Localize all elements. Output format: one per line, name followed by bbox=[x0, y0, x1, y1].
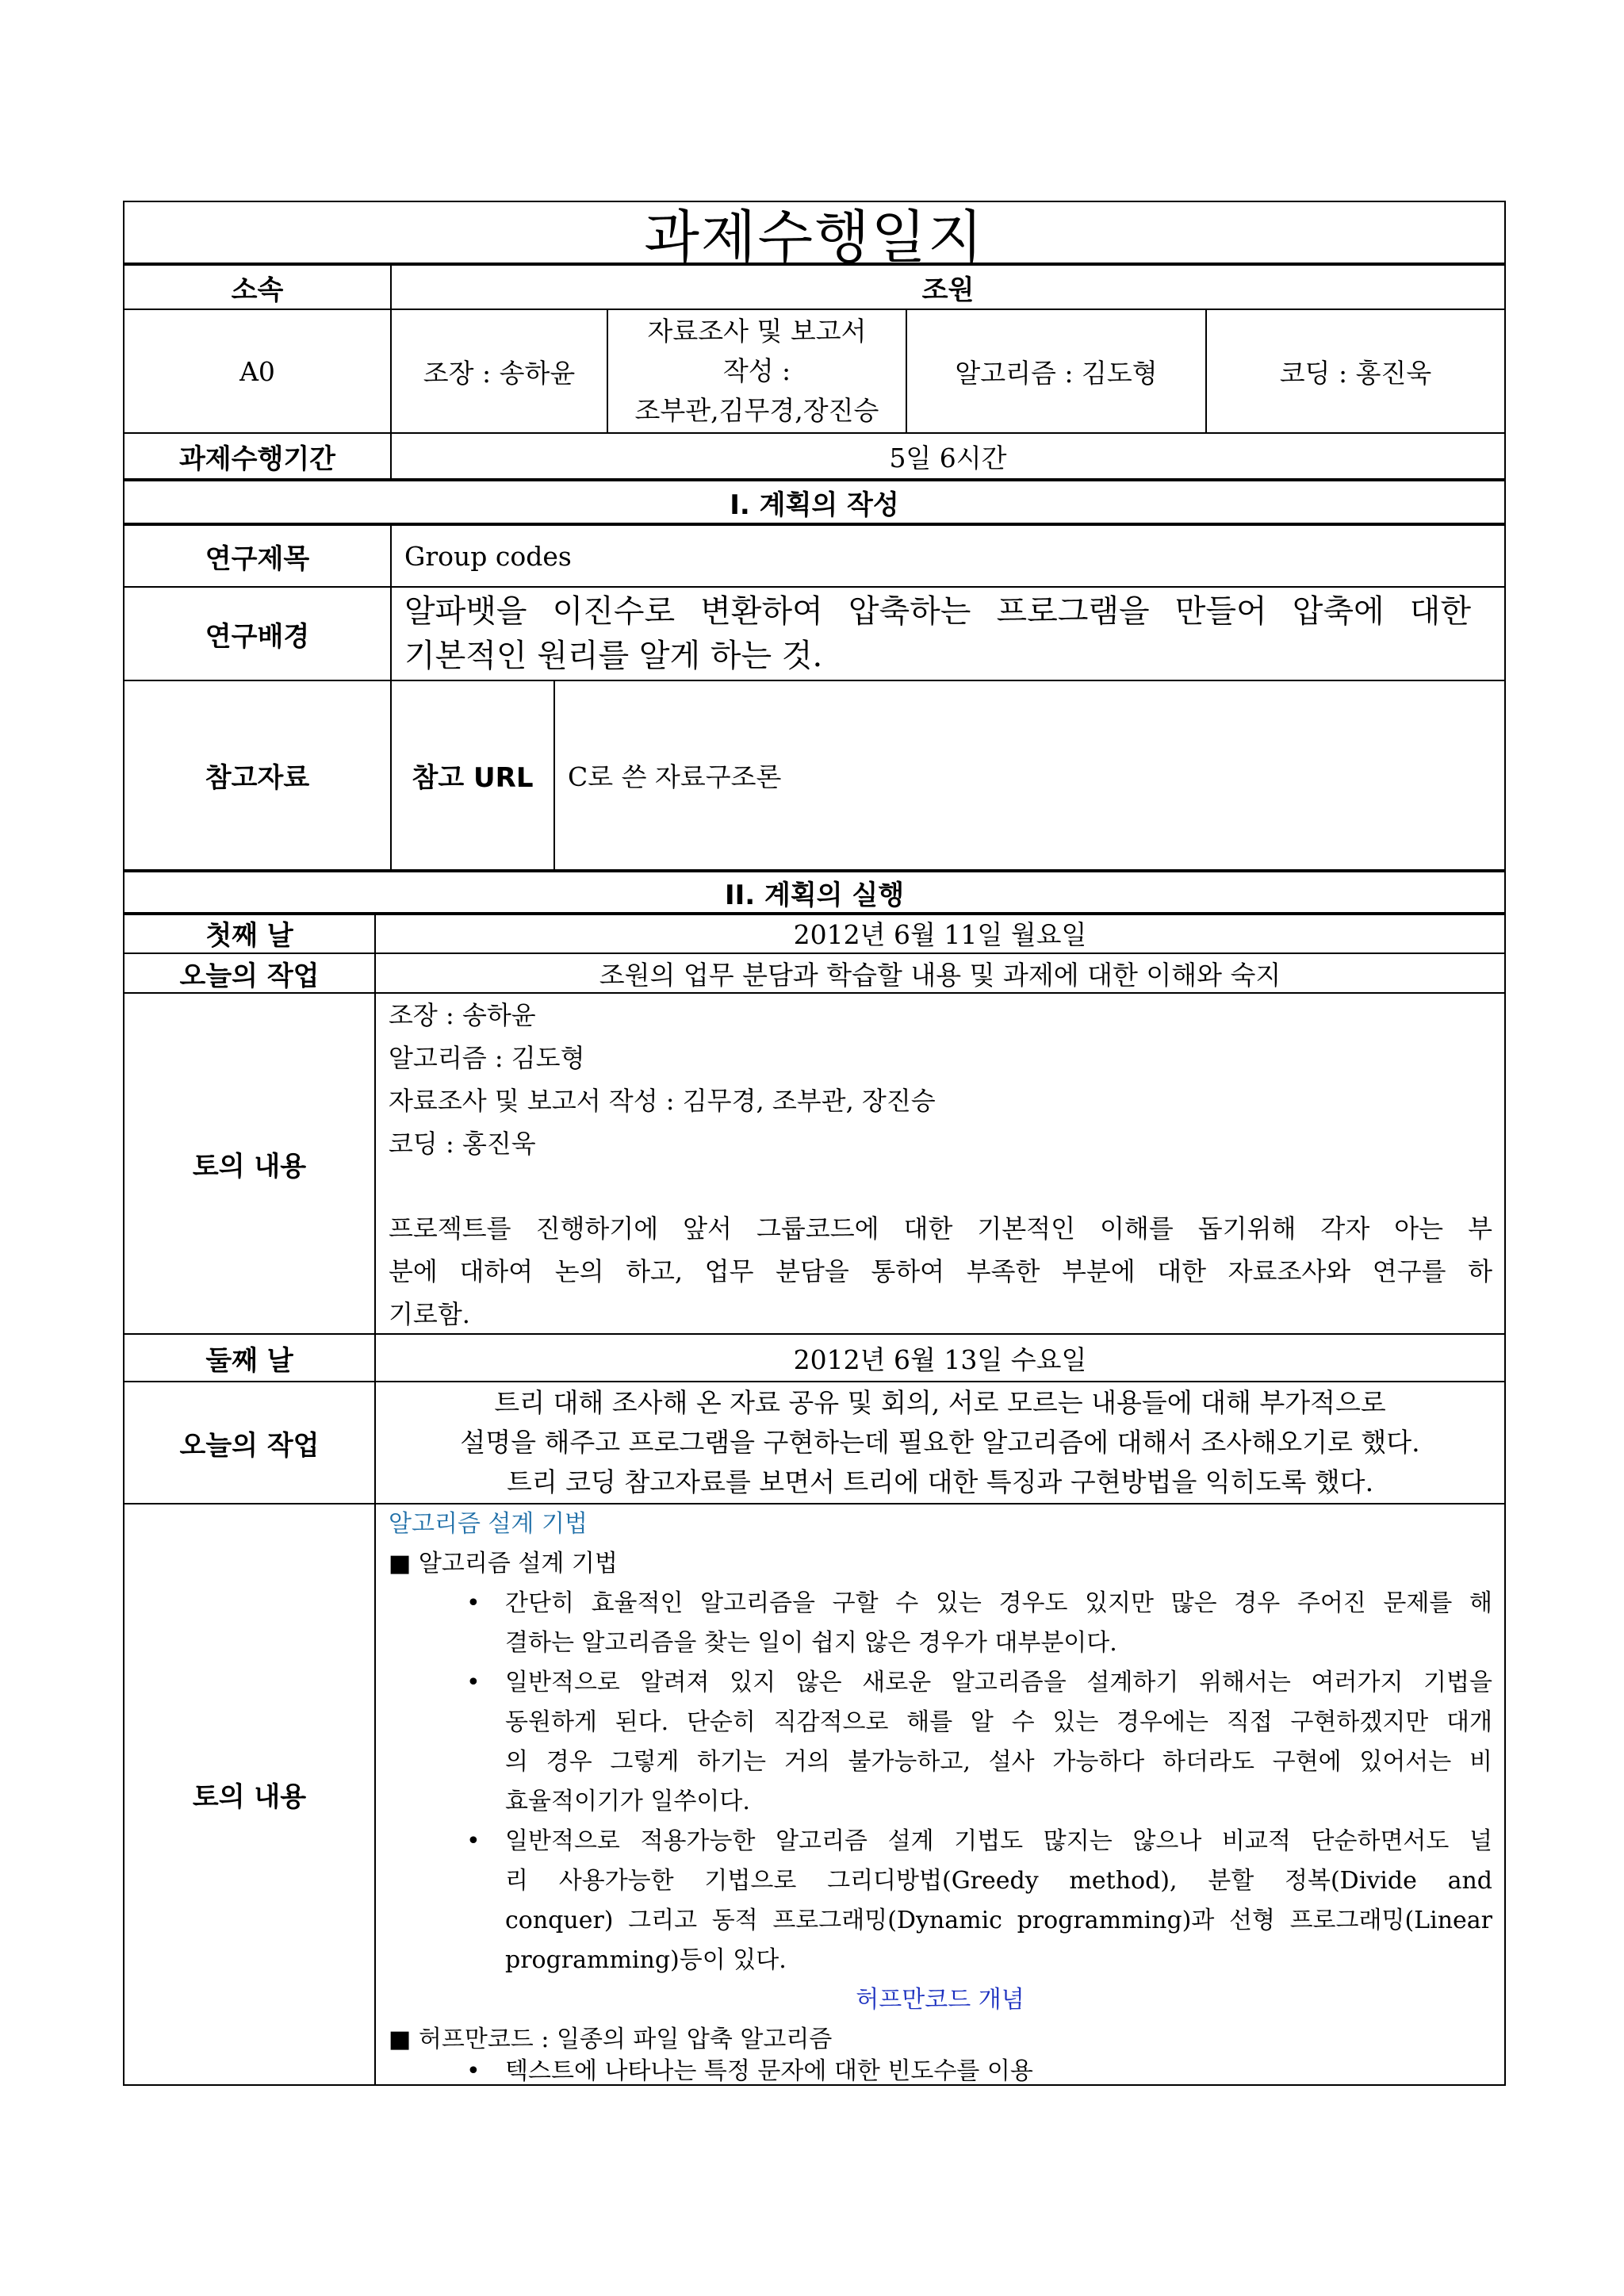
research-role-line: 작성 : bbox=[722, 355, 791, 386]
bullet-line: 일반적으로 적용가능한 알고리즘 설계 기법도 많지는 않으나 비교적 단순하면서도 널 bbox=[505, 1827, 1492, 1855]
algorithm-design-heading: 알고리즘 설계 기법 bbox=[389, 1510, 588, 1538]
bullet-line: 효율적이기가 일쑤이다. bbox=[505, 1788, 750, 1815]
day2-work-line: 트리 대해 조사해 온 자료 공유 및 회의, 서로 모르는 내용들에 대해 부가적으로 bbox=[494, 1387, 1386, 1418]
bullet-line: conquer) 그리고 동적 프로그래밍(Dynamic programming)과 선형 프로그래밍(Linear bbox=[505, 1907, 1492, 1934]
day2-label: 둘째 날 bbox=[205, 1344, 293, 1377]
affiliation-value: A0 bbox=[239, 355, 275, 387]
day1-paragraph-line: 분에 대하여 논의 하고, 업무 분담을 통하여 부족한 부분에 대한 자료조사와 연구를 하 bbox=[389, 1256, 1492, 1286]
day2-discussion-label: 토의 내용 bbox=[192, 1781, 307, 1813]
huffman-subheading: ■ 허프만코드 : 일종의 파일 압축 알고리즘 bbox=[389, 2026, 833, 2053]
leader-role: 조장 : 송하윤 bbox=[423, 357, 576, 389]
execution-section-title: II. 계획의 실행 bbox=[724, 879, 905, 911]
day1-discussion-line: 알고리즘 : 김도형 bbox=[389, 1043, 585, 1073]
day2-work bbox=[376, 1382, 1504, 1503]
topic-value: Group codes bbox=[404, 540, 572, 572]
bullet-icon: • bbox=[466, 1589, 481, 1617]
day1-work: 조원의 업무 분담과 학습할 내용 및 과제에 대한 이해와 숙지 bbox=[599, 959, 1281, 991]
bullet-line: 리 사용가능한 기법으로 그리디방법(Greedy method), 분할 정복(Divide and bbox=[505, 1867, 1492, 1895]
bullet-line: programming)등이 있다. bbox=[505, 1946, 787, 1974]
bullet-icon: • bbox=[466, 1827, 481, 1855]
members-label: 조원 bbox=[921, 274, 975, 306]
affiliation-label: 소속 bbox=[231, 274, 284, 306]
reference-url-label: 참고 URL bbox=[412, 762, 534, 794]
bullet-line: 의 경우 그렇게 하기는 거의 불가능하고, 설사 가능하다 하더라도 구현에 있어서는 비 bbox=[505, 1748, 1492, 1776]
page-title: 과제수행일지 bbox=[644, 204, 985, 270]
day1-discussion-line: 조장 : 송하윤 bbox=[389, 1000, 536, 1030]
huffman-heading: 허프만코드 개념 bbox=[856, 1986, 1025, 2014]
research-role-line: 자료조사 및 보고서 bbox=[647, 316, 867, 347]
bullet-icon: • bbox=[466, 1669, 481, 1696]
day1-paragraph-line: 기로함. bbox=[389, 1299, 470, 1329]
bullet-line: 텍스트에 나타나는 특정 문자에 대한 빈도수를 이용 bbox=[505, 2057, 1033, 2085]
topic-label: 연구제목 bbox=[205, 542, 310, 575]
day1-label: 첫째 날 bbox=[205, 920, 293, 952]
day2-work-label: 오늘의 작업 bbox=[179, 1429, 320, 1462]
algorithm-role: 알고리즘 : 김도형 bbox=[955, 357, 1158, 389]
algorithm-design-subheading: ■ 알고리즘 설계 기법 bbox=[389, 1550, 618, 1577]
coding-role: 코딩 : 홍진욱 bbox=[1279, 357, 1432, 389]
day1-discussion-line: 코딩 : 홍진욱 bbox=[389, 1129, 536, 1159]
day1-paragraph-line: 프로젝트를 진행하기에 앞서 그룹코드에 대한 기본적인 이해를 돕기위해 각자 아는 부 bbox=[389, 1213, 1492, 1244]
bullet-line: 동원하게 된다. 단순히 직감적으로 해를 알 수 있는 경우에는 직접 구현하겠지만 대개 bbox=[505, 1708, 1492, 1736]
research-role bbox=[608, 310, 906, 432]
bullet-line: 일반적으로 알려져 있지 않은 새로운 알고리즘을 설계하기 위해서는 여러가지 기법을 bbox=[505, 1669, 1492, 1696]
plan-section-title: I. 계획의 작성 bbox=[730, 489, 899, 521]
background-line: 기본적인 원리를 알게 하는 것. bbox=[404, 638, 823, 674]
day1-work-label: 오늘의 작업 bbox=[179, 960, 320, 992]
day2-work-line: 설명을 해주고 프로그램을 구현하는데 필요한 알고리즘에 대해서 조사해오기로 했다. bbox=[460, 1427, 1420, 1458]
day1-discussion-line: 자료조사 및 보고서 작성 : 김무경, 조부관, 장진승 bbox=[389, 1086, 936, 1116]
bullet-line: 간단히 효율적인 알고리즘을 구할 수 있는 경우도 있지만 많은 경우 주어진 문제를 해 bbox=[505, 1589, 1492, 1617]
bullet-icon: • bbox=[466, 2057, 481, 2085]
background-line: 알파뱃을 이진수로 변환하여 압축하는 프로그램을 만들어 압축에 대한 bbox=[404, 593, 1471, 630]
reference-label: 참고자료 bbox=[205, 762, 310, 794]
background-label: 연구배경 bbox=[205, 620, 310, 653]
day2-work-line: 트리 코딩 참고자료를 보면서 트리에 대한 특징과 구현방법을 익히도록 했다. bbox=[506, 1466, 1374, 1497]
day1-date: 2012년 6월 11일 월요일 bbox=[793, 919, 1087, 950]
research-role-line: 조부관,김무경,장진승 bbox=[634, 395, 879, 426]
reference-value: C로 쓴 자료구조론 bbox=[568, 761, 782, 792]
bullet-line: 결하는 알고리즘을 찾는 일이 쉽지 않은 경우가 대부분이다. bbox=[505, 1629, 1117, 1657]
day1-discussion-label: 토의 내용 bbox=[192, 1150, 307, 1182]
day2-date: 2012년 6월 13일 수요일 bbox=[793, 1343, 1087, 1375]
period-label: 과제수행기간 bbox=[178, 443, 336, 475]
period-value: 5일 6시간 bbox=[889, 442, 1007, 473]
